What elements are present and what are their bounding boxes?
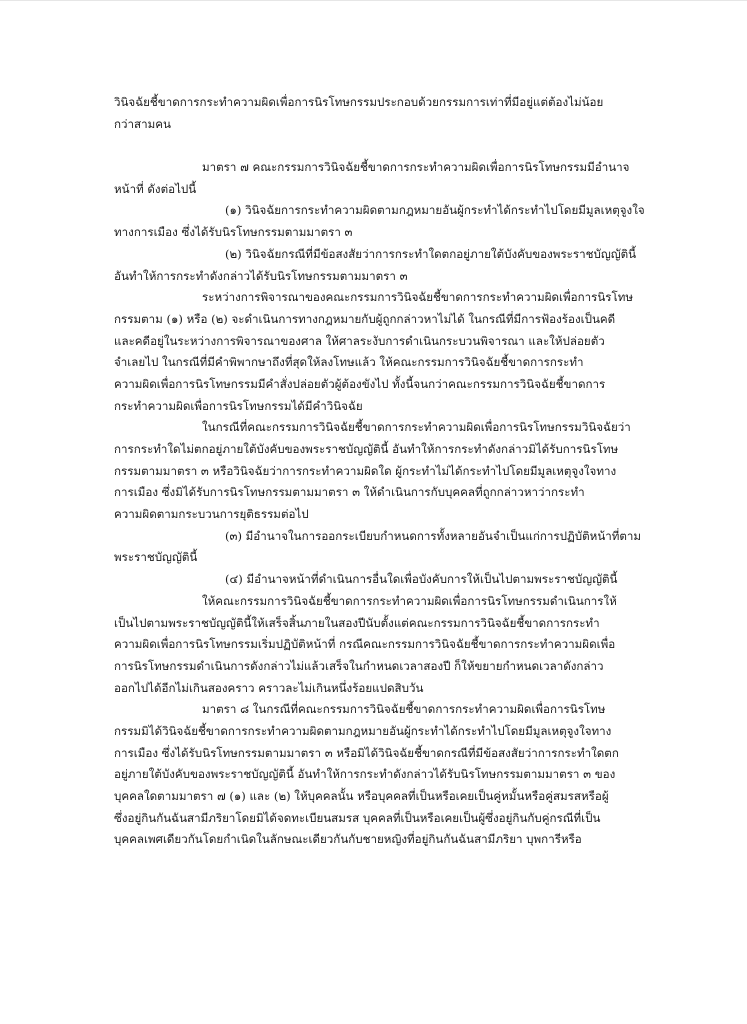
text-line: การกระทำใดไม่ตกอยู่ภายใต้บังคับของพระราชบัญญัตินี้ อันทำให้การกระทำดังกล่าวมิได้รับการนิรโทษ — [114, 442, 619, 456]
paragraph-gap — [114, 135, 714, 157]
text-line: หน้าที่ ดังต่อไปนี้ — [114, 181, 197, 196]
item-3: (๓) มีอำนาจในการออกระเบียบกำหนดการทั้งหลายอันจำเป็นแก่การปฏิบัติหน้าที่ตาม — [225, 528, 642, 543]
text-line: จำเลยไป ในกรณีที่มีคำพิพากษาถึงที่สุดให้ลงโทษแล้ว ให้คณะกรรมการวินิจฉัยชี้ขาดการกระทำ — [114, 355, 584, 370]
paragraph-start: ในกรณีที่คณะกรรมการวินิจฉัยชี้ขาดการกระทำความผิดเพื่อการนิรโทษกรรมวินิจฉัยว่า — [202, 420, 631, 435]
text-line: ออกไปได้อีกไม่เกินสองคราว คราวละไม่เกินหนึ่งร้อยแปดสิบวัน — [114, 680, 424, 695]
text-line: การเมือง ซึ่งมิได้รับการนิรโทษกรรมตามมาตรา ๓ ให้ดำเนินการกับบุคคลที่ถูกกล่าวหาว่ากระทำ — [114, 485, 585, 500]
text-line: ความผิดเพื่อการนิรโทษกรรมมีคำสั่งปล่อยตัวผู้ต้องขังไป ทั้งนี้จนกว่าคณะกรรมการวินิจฉัยชี้ขาดการ — [114, 376, 606, 391]
item-2: (๒) วินิจฉัยกรณีที่มีข้อสงสัยว่าการกระทำใดตกอยู่ภายใต้บังคับของพระราชบัญญัตินี้ — [225, 246, 637, 261]
item-1: (๑) วินิจฉัยการกระทำความผิดตามกฎหมายอันผู้กระทำได้กระทำไปโดยมีมูลเหตุจูงใจ — [225, 203, 645, 218]
document-body — [114, 92, 714, 851]
text-line: ความผิดตามกระบวนการยุติธรรมต่อไป — [114, 507, 309, 522]
text-line: เป็นไปตามพระราชบัญญัตินี้ให้เสร็จสิ้นภายในสองปีนับตั้งแต่คณะกรรมการวินิจฉัยชี้ขาดการกระทำ — [114, 615, 600, 630]
text-line: วินิจฉัยชี้ขาดการกระทำความผิดเพื่อการนิรโทษกรรมประกอบด้วยกรรมการเท่าที่มีอยู่แต่ต้องไม่น้อย — [114, 95, 604, 109]
text-line: กรรมมิได้วินิจฉัยชี้ขาดการกระทำความผิดตามกฎหมายอันผู้กระทำได้กระทำไปโดยมีมูลเหตุจูงใจทาง — [114, 723, 612, 738]
section-8-heading: มาตรา ๘ ในกรณีที่คณะกรรมการวินิจฉัยชี้ขาดการกระทำความผิดเพื่อการนิรโทษ — [202, 702, 606, 717]
text-line: กรรมตามมาตรา ๓ หรือวินิจฉัยว่าการกระทำความผิดใด ผู้กระทำไม่ได้กระทำไปโดยมีมูลเหตุจูงใจทาง — [114, 463, 617, 478]
text-line: บุคคลใดตามมาตรา ๗ (๑) และ (๒) ให้บุคคลนั้น หรือบุคคลที่เป็นหรือเคยเป็นคู่หมั้นหรือคู่สมรสหรือผู้ — [114, 789, 609, 803]
paragraph-start: ระหว่างการพิจารณาของคณะกรรมการวินิจฉัยชี้ขาดการกระทำความผิดเพื่อการนิรโทษ — [202, 290, 634, 305]
item-4: (๔) มีอำนาจหน้าที่ดำเนินการอื่นใดเพื่อบังคับการให้เป็นไปตามพระราชบัญญัตินี้ — [225, 572, 618, 587]
page-top-border — [0, 0, 747, 1]
text-line: อันทำให้การกระทำดังกล่าวได้รับนิรโทษกรรมตามมาตรา ๓ — [114, 268, 408, 283]
section-7-heading: มาตรา ๗ คณะกรรมการวินิจฉัยชี้ขาดการกระทำความผิดเพื่อการนิรโทษกรรมมีอำนาจ — [202, 160, 630, 175]
text-line: ซึ่งอยู่กินกันฉันสามีภริยาโดยมิได้จดทะเบียนสมรส บุคคลที่เป็นหรือเคยเป็นผู้ซึ่งอยู่กินกับคู่กรณีที่เป็น — [114, 810, 601, 825]
text-line: ทางการเมือง ซึ่งได้รับนิรโทษกรรมตามมาตรา ๓ — [114, 225, 353, 240]
text-line: ความผิดเพื่อการนิรโทษกรรมเริ่มปฏิบัติหน้าที่ กรณีคณะกรรมการวินิจฉัยชี้ขาดการกระทำความผิดเพื่อ — [114, 637, 616, 652]
text-line: การนิรโทษกรรมดำเนินการดังกล่าวไม่แล้วเสร็จในกำหนดเวลาสองปี ก็ให้ขยายกำหนดเวลาดังกล่าว — [114, 658, 604, 673]
text-line: กรรมตาม (๑) หรือ (๒) จะดำเนินการทางกฎหมายกับผู้ถูกกล่าวหาไม่ได้ ในกรณีที่มีการฟ้องร้องเป็นคดี — [114, 311, 616, 326]
text-line: กว่าสามคน — [114, 116, 171, 131]
text-line: กระทำความผิดเพื่อการนิรโทษกรรมได้มีคำวินิจฉัย — [114, 398, 363, 413]
paragraph-start: ให้คณะกรรมการวินิจฉัยชี้ขาดการกระทำความผิดเพื่อการนิรโทษกรรมดำเนินการให้ — [202, 593, 617, 608]
text-line: และคดีอยู่ในระหว่างการพิจารณาของศาล ให้ศาลระงับการดำเนินกระบวนพิจารณา และให้ปล่อยตัว — [114, 333, 605, 348]
text-line: การเมือง ซึ่งได้รับนิรโทษกรรมตามมาตรา ๓ หรือมิได้วินิจฉัยชี้ขาดกรณีที่มีข้อสงสัยว่าการกระทำใดตก — [114, 745, 619, 760]
text-line: พระราชบัญญัตินี้ — [114, 550, 198, 565]
text-line: อยู่ภายใต้บังคับของพระราชบัญญัตินี้ อันทำให้การกระทำดังกล่าวได้รับนิรโทษกรรมตามมาตรา ๓ ของ — [114, 767, 616, 782]
text-line: บุคคลเพศเดียวกันโดยกำเนิดในลักษณะเดียวกันกับชายหญิงที่อยู่กินกันฉันสามีภริยา บุพการีหรือ — [114, 832, 582, 847]
